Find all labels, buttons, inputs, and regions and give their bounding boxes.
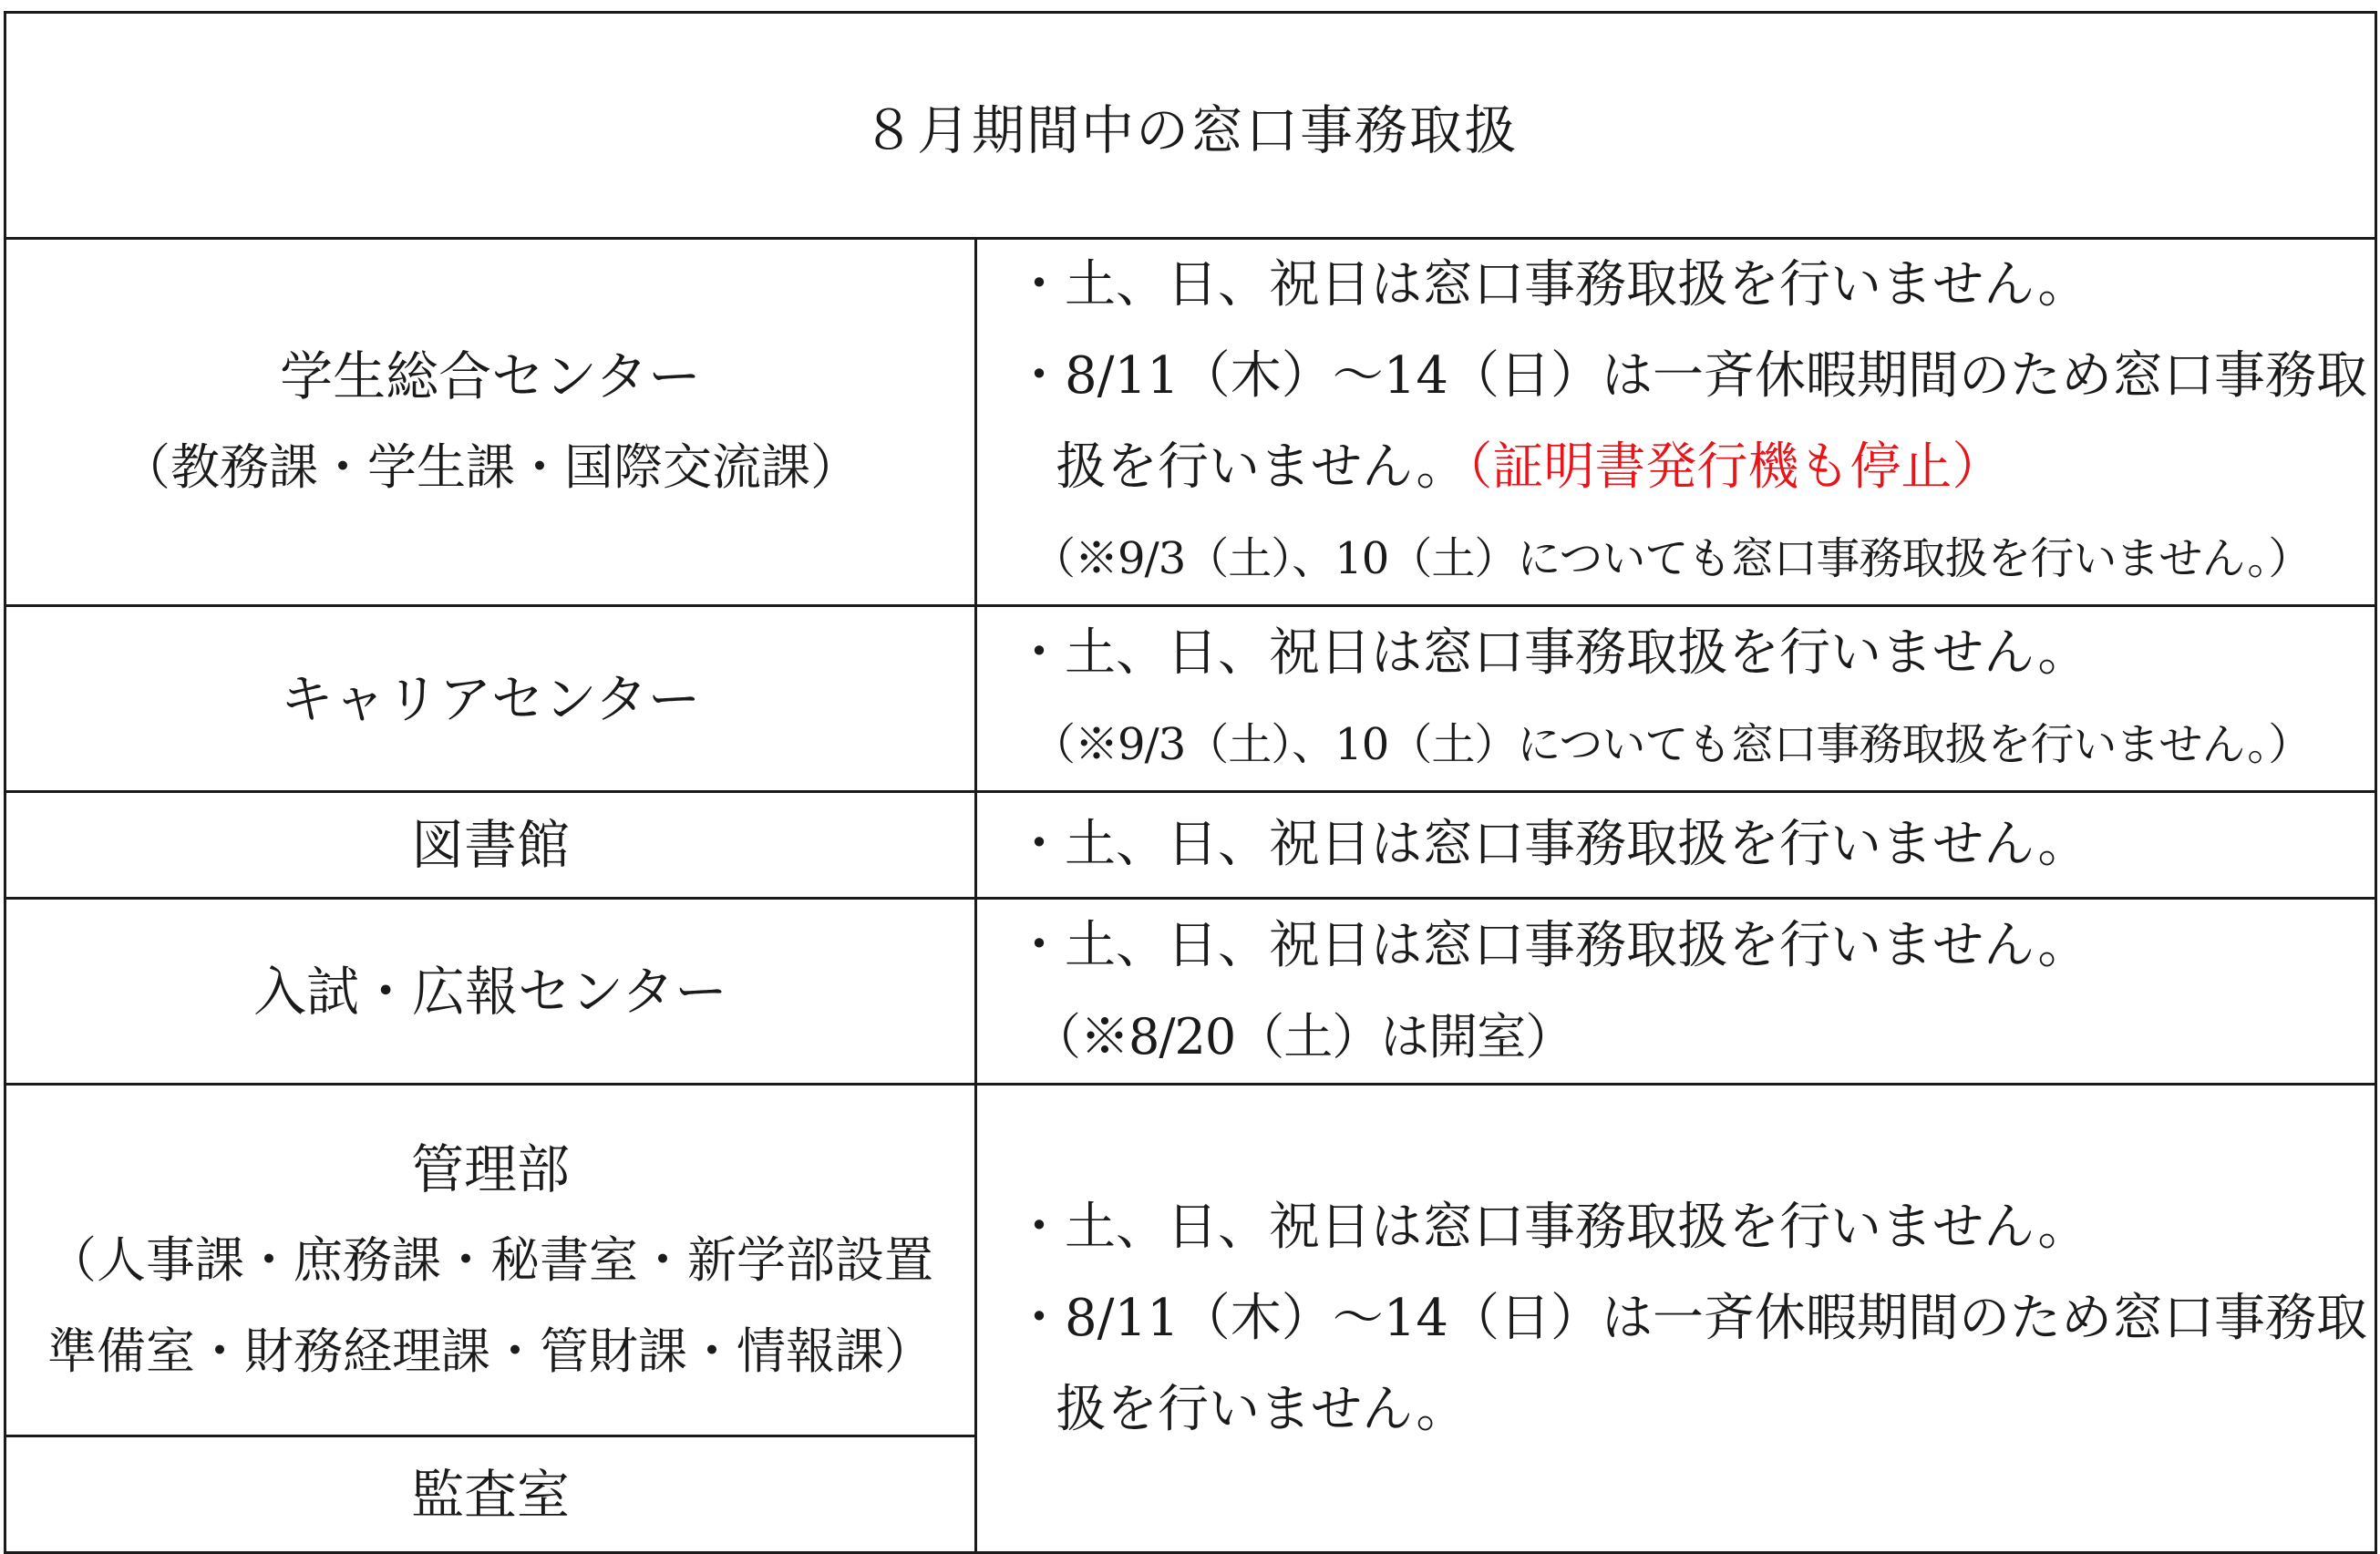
info-line: ・土、日、祝日は窓口事務取扱を行いません。	[1014, 915, 2089, 975]
table-row	[5, 606, 2376, 792]
dept-sub: （教務課・学生課・国際交流課）	[121, 438, 860, 496]
dept-name: 入試・広報センター	[253, 960, 727, 1023]
dept-cell-audit	[5, 1436, 976, 1553]
info-cell-management	[976, 1085, 2376, 1553]
info-cell-library	[976, 792, 2376, 899]
info-line: 扱を行いません。	[1056, 1379, 1468, 1439]
office-hours-table	[4, 11, 2377, 1554]
info-line: ・8/11（木）～14（日）は一斉休暇期間のため窓口事務取	[1014, 346, 2368, 406]
info-text: 扱を行いません。	[1056, 437, 1468, 497]
dept-name: 学生総合センター	[280, 345, 701, 407]
info-line: ・土、日、祝日は窓口事務取扱を行いません。	[1014, 255, 2089, 314]
table-title: ８月期間中の窓口事務取扱	[5, 13, 2376, 239]
dept-name: キャリアセンター	[280, 667, 701, 730]
table-row	[5, 239, 2376, 606]
info-cell-career-center	[976, 606, 2376, 792]
warning-text: （証明書発行機も停止）	[1467, 437, 2004, 497]
table-row	[5, 1085, 2376, 1436]
note-line: （※9/3（土）、10（土）についても窓口事務取扱を行いません。）	[1032, 533, 2312, 584]
dept-sub: 準備室・財務経理課・管財課・情報課）	[47, 1322, 933, 1380]
dept-cell-management	[5, 1085, 976, 1436]
note-line: （※8/20（土）は開室）	[1032, 1007, 1574, 1065]
dept-cell-admissions	[5, 899, 976, 1085]
info-line: ・8/11（木）～14（日）は一斉休暇期間のため窓口事務取	[1014, 1288, 2368, 1348]
table-row	[5, 792, 2376, 899]
info-line: ・土、日、祝日は窓口事務取扱を行いません。	[1014, 1197, 2089, 1257]
table-row	[5, 899, 2376, 1085]
dept-sub: （人事課・庶務課・秘書室・新学部設置	[47, 1230, 933, 1289]
info-line: ・土、日、祝日は窓口事務取扱を行いません。	[1014, 623, 2089, 683]
dept-cell-career-center	[5, 606, 976, 792]
dept-cell-student-center	[5, 239, 976, 606]
dept-name: 監査室	[410, 1463, 570, 1526]
note-line: （※9/3（土）、10（土）についても窓口事務取扱を行いません。）	[1032, 718, 2312, 770]
dept-cell-library	[5, 792, 976, 899]
info-line	[1014, 422, 2365, 513]
info-cell-student-center	[976, 239, 2376, 606]
info-cell-admissions	[976, 899, 2376, 1085]
dept-name: 管理部	[410, 1137, 570, 1200]
info-line: ・土、日、祝日は窓口事務取扱を行いません。	[1014, 815, 2089, 874]
title-row	[5, 13, 2376, 239]
dept-name: 図書館	[410, 814, 570, 876]
